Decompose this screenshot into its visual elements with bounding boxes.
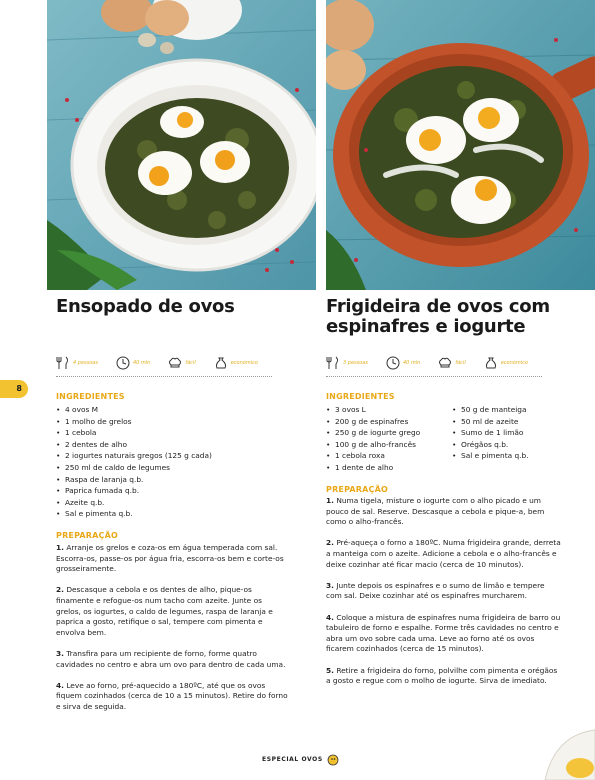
servings-text: 4 pessoas — [73, 360, 98, 366]
cutlery-icon — [56, 356, 70, 370]
cost-text: económico — [230, 360, 258, 366]
list-item: • Sumo de 1 limão — [452, 427, 529, 439]
list-item: • 1 molho de grelos — [56, 416, 212, 428]
photo-ensopado — [47, 0, 316, 290]
money-bag-icon — [484, 356, 498, 370]
list-item: • Paprica fumada q.b. — [56, 485, 212, 497]
preparation-heading-right: PREPARAÇÃO — [326, 485, 389, 494]
money-bag-icon — [214, 356, 228, 370]
step: 2. Pré-aqueça o forno a 180ºC. Numa frigideira grande, derreta a manteiga com o azeite. Adicione a cebola e o alho-francês e deixe cozinhar até ficar macio (cerca de 10 minutos). — [326, 538, 561, 569]
photo-frigideira — [326, 0, 595, 290]
chick-icon — [326, 752, 340, 766]
list-item: • Raspa de laranja q.b. — [56, 474, 212, 486]
chef-hat-icon — [168, 356, 182, 370]
step: 4. Leve ao forno, pré-aquecido a 180ºC, até que os ovos fiquem cozinhados (cerca de 10 a 15 minutos). Retire do forno e sirva de seguida. — [56, 680, 288, 711]
ingredients-list-right-col2 — [452, 404, 529, 462]
difficulty-text: fácil — [455, 360, 466, 366]
list-item: • 3 ovos L — [326, 404, 420, 416]
list-item: • 50 g de manteiga — [452, 404, 529, 416]
list-item: • 100 g de alho-francês — [326, 439, 420, 451]
chef-hat-icon — [438, 356, 452, 370]
preparation-heading-left: PREPARAÇÃO — [56, 531, 119, 540]
list-item: • 250 ml de caldo de legumes — [56, 462, 212, 474]
list-item: • Azeite q.b. — [56, 497, 212, 509]
step: 2. Descasque a cebola e os dentes de alho, pique-os finamente e refogue-os num tacho com azeite. Junte os grelos, os iogurtes, o caldo de legumes, raspa de laranja e paprica a gosto, retifique o sal, tempere com pimenta e envolva bem. — [56, 585, 273, 637]
recipe-meta-right — [326, 353, 540, 373]
page-number: 8 — [0, 380, 28, 398]
ingredients-heading-right: INGREDIENTES — [326, 392, 395, 401]
list-item: • 1 cebola roxa — [326, 450, 420, 462]
list-item: • 4 ovos M — [56, 404, 212, 416]
footer — [262, 752, 340, 766]
list-item: • 50 ml de azeite — [452, 416, 529, 428]
list-item: • Sal e pimenta q.b. — [56, 508, 212, 520]
list-item: • Orégãos q.b. — [452, 439, 529, 451]
list-item: • Sal e pimenta q.b. — [452, 450, 529, 462]
list-item: • 1 dente de alho — [326, 462, 420, 474]
divider — [326, 376, 542, 377]
divider — [56, 376, 272, 377]
step: 3. Junte depois os espinafres e o sumo de limão e tempere com sal. Deixe cozinhar até os espinafres murcharem. — [326, 580, 545, 601]
list-item: • 2 iogurtes naturais gregos (125 g cada) — [56, 450, 212, 462]
list-item: • 2 dentes de alho — [56, 439, 212, 451]
step: 4. Coloque a mistura de espinafres numa frigideira de barro ou tabuleiro de forno e espalhe. Forme três cavidades no centro e abra um ovo sobre cada uma. Leve ao forno até os ovos ficarem cozinhados (cerca de 15 minutos). — [326, 612, 561, 654]
ingredients-heading-left: INGREDIENTES — [56, 392, 125, 401]
recipe-meta-left — [56, 353, 270, 373]
steps-right — [326, 496, 562, 697]
cutlery-icon — [326, 356, 340, 370]
ingredients-list-right-col1 — [326, 404, 420, 474]
recipe-title-right: Frigideira de ovos com espinafres e iogurte — [326, 296, 550, 337]
list-item: • 1 cebola — [56, 427, 212, 439]
recipe-title-left: Ensopado de ovos — [56, 296, 235, 317]
egg-corner-decoration — [525, 710, 595, 780]
cost-text: económico — [500, 360, 528, 366]
step: 1. Numa tigela, misture o iogurte com o alho picado e um pouco de sal. Reserve. Descasque a cebola e pique-a, bem como o alho-francês. — [326, 496, 545, 527]
clock-icon — [386, 356, 400, 370]
step: 1. Arranje os grelos e coza-os em água temperada com sal. Escorra-os, passe-os por água fria, escorra-os bem e corte-os grosseiramente. — [56, 543, 284, 574]
time-text: 40 min — [402, 360, 421, 366]
ingredients-list-left — [56, 404, 212, 520]
list-item: • 200 g de espinafres — [326, 416, 420, 428]
steps-left — [56, 543, 288, 723]
difficulty-text: fácil — [185, 360, 196, 366]
time-text: 40 min — [132, 360, 151, 366]
list-item: • 250 g de iogurte grego — [326, 427, 420, 439]
footer-label: ESPECIAL OVOS — [262, 755, 323, 763]
clock-icon — [116, 356, 130, 370]
step: 3. Transfira para um recipiente de forno, forme quatro cavidades no centro e abra um ovo para dentro de cada uma. — [56, 648, 286, 669]
servings-text: 3 pessoas — [343, 360, 368, 366]
step: 5. Retire a frigideira do forno, polvilhe com pimenta e orégãos a gosto e regue com o molho de iogurte. Sirva de imediato. — [326, 665, 558, 686]
